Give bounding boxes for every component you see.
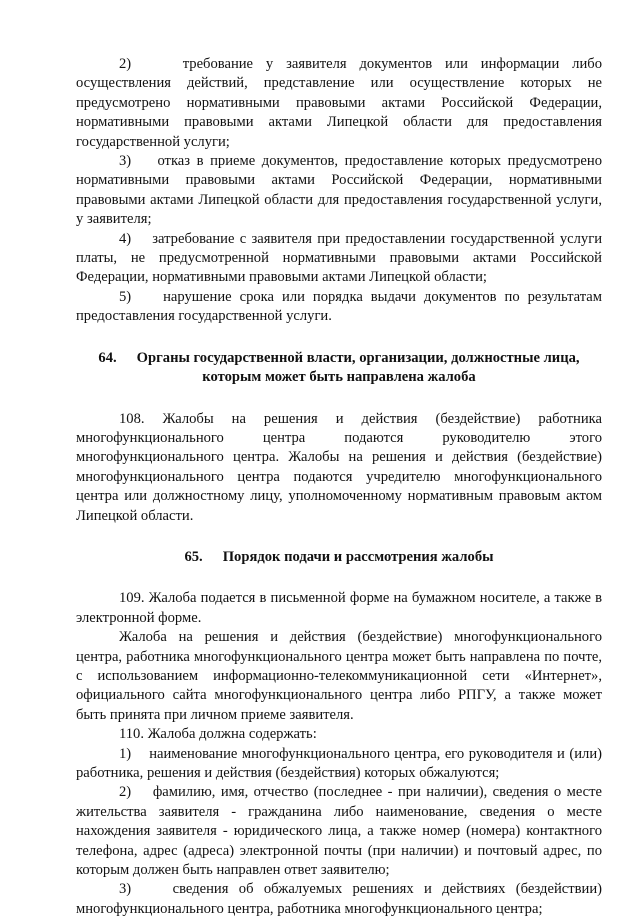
section-title-64-line1: Органы государственной власти, организации, должностные лица, bbox=[136, 349, 580, 366]
paragraph-110: 110. Жалоба должна содержать: bbox=[119, 726, 317, 743]
section-title-65: Порядок подачи и рассмотрения жалобы bbox=[222, 548, 494, 565]
section-heading-64 bbox=[76, 349, 602, 388]
list-item-4: 4) затребование с заявителя при предоставлении государственной услуги платы, не предусмотренной нормативными правовыми актами Российской Федерации, нормативными правовыми актами Липецкой области; bbox=[76, 230, 602, 286]
section-title-64-line2: которым может быть направлена жалоба bbox=[202, 369, 476, 386]
list-item-2: 2) требование у заявителя документов или информации либо осуществления действий, представление или осуществление которых не предусмотрено нормативными правовыми актами Российской Федерации, нормативными правовыми актами Липецкой области для предоставления государственной услуги; bbox=[76, 56, 602, 150]
paragraph-complaint-channels: Жалоба на решения и действия (бездействие) многофункционального центра, работника многофункционального центра может быть направлена по почте, с использованием информационно-телекоммуникационной сети «Интернет», официального сайта многофункционального центра либо РПГУ, а также может быть принята при личном приеме заявителя. bbox=[76, 629, 602, 723]
section-heading-65 bbox=[76, 548, 602, 567]
list-item-3: 3) отказ в приеме документов, предоставление которых предусмотрено нормативными правовыми актами Российской Федерации, нормативными правовыми актами Липецкой области для предоставления государственной услуги, у заявителя; bbox=[76, 153, 602, 228]
section-number-65: 65. bbox=[184, 548, 203, 565]
paragraph-108: 108. Жалобы на решения и действия (бездействие) работника многофункционального центра подаются руководителю этого многофункционального центра. Жалобы на решения и действия (бездействие) многофункционального центра подаются учредителю многофункционального центра или должностному лицу, уполномоченному нормативным правовым актом Липецкой области. bbox=[76, 410, 602, 524]
list-item-110-2: 2) фамилию, имя, отчество (последнее - при наличии), сведения о месте жительства заявителя - гражданина либо наименование, сведения о месте нахождения заявителя - юридического лица, а также номер (номера) контактного телефона, адрес (адреса) электронной почты (при наличии) и почтовый адрес, по которым должен быть направлен ответ заявителю; bbox=[76, 784, 602, 879]
list-item-110-1: 1) наименование многофункционального центра, его руководителя и (или) работника, решения и действия (бездействия) которых обжалуются; bbox=[76, 745, 602, 781]
document-body bbox=[76, 55, 602, 919]
list-item-110-3: 3) сведения об обжалуемых решениях и действиях (бездействии) многофункционального центра, работника многофункционального центра; bbox=[76, 881, 602, 917]
paragraph-109: 109. Жалоба подается в письменной форме на бумажном носителе, а также в электронной форме. bbox=[76, 590, 602, 626]
list-item-5: 5) нарушение срока или порядка выдачи документов по результатам предоставления государственной услуги. bbox=[76, 288, 602, 325]
section-number-64: 64. bbox=[98, 349, 117, 366]
